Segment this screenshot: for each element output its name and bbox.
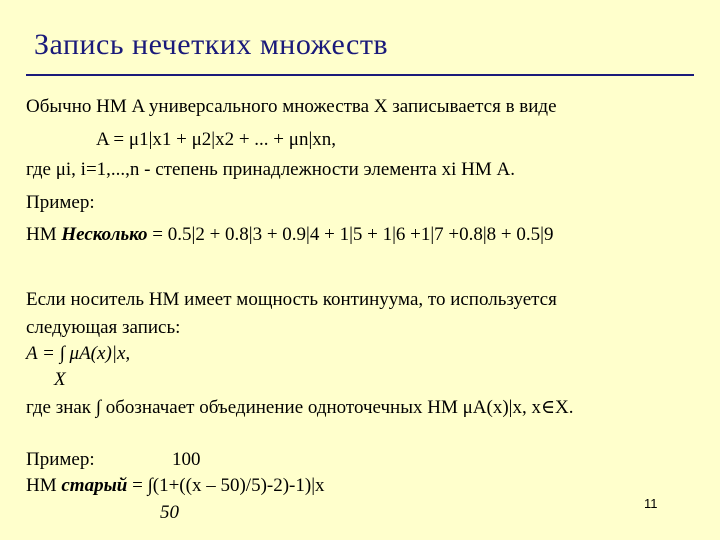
example-label-2-text: Пример:: [26, 449, 95, 470]
continuum-line-2: [26, 317, 180, 339]
intro-line: [26, 96, 557, 118]
formula-continuous-lower-limit-text: X: [54, 369, 66, 390]
continuum-line-1: [26, 289, 557, 311]
where-membership-line: [26, 159, 515, 181]
example-1-set-name: Несколько: [61, 224, 148, 245]
example-2-upper-limit-text: 100: [172, 449, 201, 470]
where-membership-text: где μi, i=1,...,n - степень принадлежности элемента xi НМ A.: [26, 159, 515, 180]
example-1-line: [26, 224, 553, 246]
title-underline: [26, 74, 694, 76]
formula-continuous-text: A = ∫ μA(x)|x,: [26, 343, 131, 364]
continuum-line-1-text: Если носитель НМ имеет мощность континуума, то используется: [26, 289, 557, 310]
example-1-values: = 0.5|2 + 0.8|3 + 0.9|4 + 1|5 + 1|6 +1|7 +0.8|8 + 0.5|9: [147, 224, 554, 245]
example-label-2: [26, 449, 95, 471]
continuum-line-2-text: следующая запись:: [26, 317, 181, 338]
integral-sign-explanation-text: где знак ∫ обозначает объединение одноточечных НМ μA(x)|x, x∈X.: [26, 397, 574, 418]
example-2-line: [26, 475, 325, 497]
example-2-set-name: старый: [61, 475, 128, 496]
example-2-formula: = ∫(1+((x – 50)/5)-2)-1)|x: [127, 475, 325, 496]
example-2-lower-limit: [160, 502, 179, 524]
example-label-1-text: Пример:: [26, 192, 95, 213]
formula-discrete-text: A = μ1|x1 + μ2|x2 + ... + μn|xn,: [96, 129, 337, 150]
example-1-prefix: НМ: [26, 224, 62, 245]
formula-continuous-lower-limit: [54, 369, 66, 391]
example-label-1: [26, 192, 95, 214]
formula-continuous: [26, 343, 130, 365]
example-2-lower-limit-text: 50: [160, 502, 179, 523]
slide-title: Запись нечетких множеств: [34, 28, 389, 61]
page-number: 11: [644, 496, 658, 511]
formula-discrete: [96, 129, 336, 151]
intro-text: Обычно НМ A универсального множества X записывается в виде: [26, 96, 557, 117]
example-2-prefix: НМ: [26, 475, 62, 496]
example-2-upper-limit: [172, 449, 201, 471]
integral-sign-explanation: [26, 397, 574, 419]
